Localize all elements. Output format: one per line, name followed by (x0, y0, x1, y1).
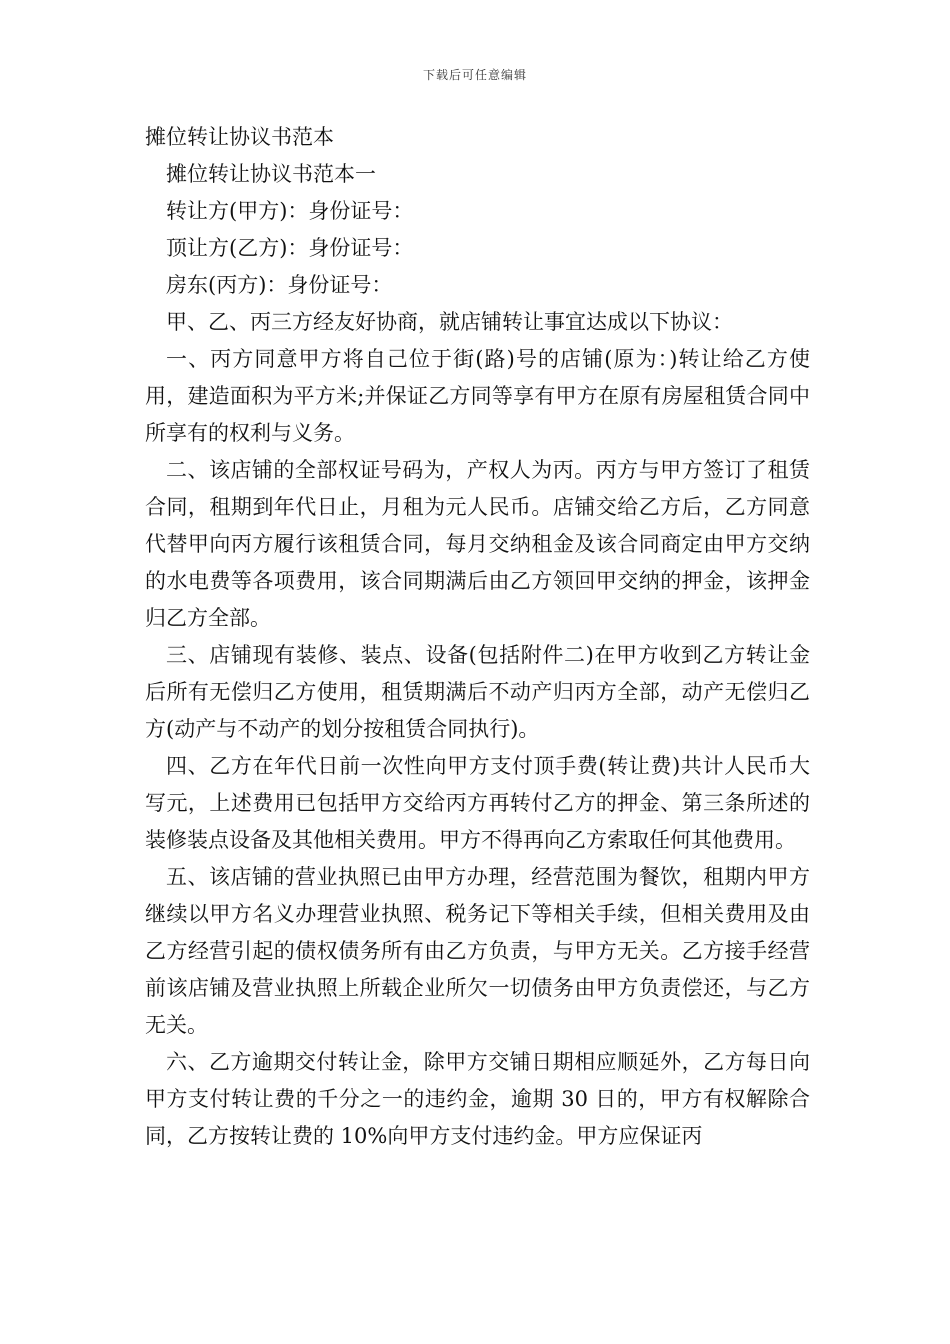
document-title: 摊位转让协议书范本 (145, 125, 334, 149)
party-c-line: 房东(丙方)：身份证号： (166, 273, 393, 297)
document-body (145, 119, 810, 1155)
document-subtitle: 摊位转让协议书范本一 (166, 162, 376, 186)
party-a-line: 转让方(甲方)：身份证号： (166, 199, 414, 223)
header-note: 下载后可任意编辑 (422, 68, 527, 82)
agreement-intro: 甲、乙、丙三方经友好协商，就店铺转让事宜达成以下协议： (166, 310, 733, 334)
clause-3: 三、店铺现有装修、装点、设备(包括附件二)在甲方收到乙方转让金后所有无偿归乙方使用，租赁期满后不动产归丙方全部，动产无偿归乙方(动产与不动产的划分按租赁合同执行)。 (145, 643, 810, 741)
clause-2: 二、该店铺的全部权证号码为，产权人为丙。丙方与甲方签订了租赁合同，租期到年代日止，月租为元人民币。店铺交给乙方后，乙方同意代替甲向丙方履行该租赁合同，每月交纳租金及该合同商定由甲方交纳的水电费等各项费用，该合同期满后由乙方领回甲交纳的押金，该押金归乙方全部。 (145, 458, 810, 630)
clause-5: 五、该店铺的营业执照已由甲方办理，经营范围为餐饮，租期内甲方继续以甲方名义办理营业执照、税务记下等相关手续，但相关费用及由乙方经营引起的债权债务所有由乙方负责，与甲方无关。乙方接手经营前该店铺及营业执照上所载企业所欠一切债务由甲方负责偿还，与乙方无关。 (145, 865, 810, 1037)
clause-1: 一、丙方同意甲方将自己位于街(路)号的店铺(原为：)转让给乙方使用，建造面积为平方米;并保证乙方同等享有甲方在原有房屋租赁合同中所享有的权利与义务。 (145, 347, 810, 445)
clause-6: 六、乙方逾期交付转让金，除甲方交铺日期相应顺延外，乙方每日向甲方支付转让费的千分之一的违约金，逾期 30 日的，甲方有权解除合同，乙方按转让费的 10%向甲方支付违约金。甲方应保证丙 (145, 1050, 810, 1148)
clause-4: 四、乙方在年代日前一次性向甲方支付顶手费(转让费)共计人民币大写元，上述费用已包括甲方交给丙方再转付乙方的押金、第三条所述的装修装点设备及其他相关费用。甲方不得再向乙方索取任何其他费用。 (145, 754, 810, 852)
party-b-line: 顶让方(乙方)：身份证号： (166, 236, 414, 260)
